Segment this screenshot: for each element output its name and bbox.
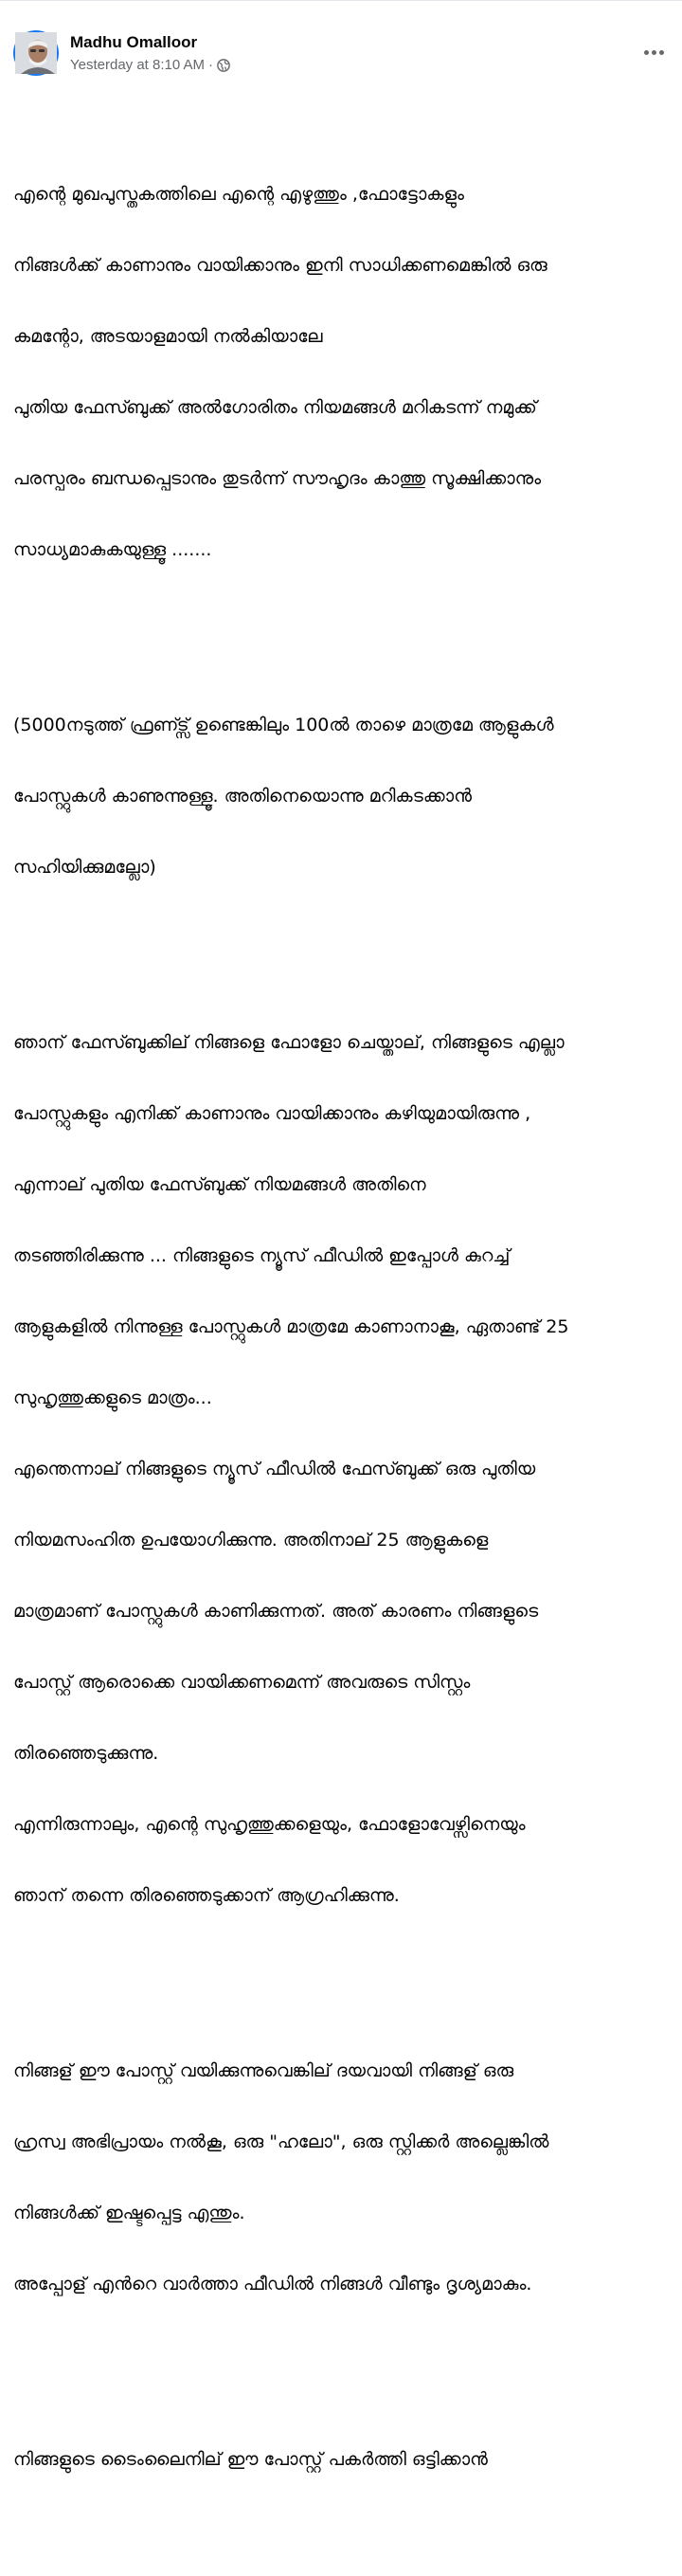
author-avatar[interactable] [13, 30, 59, 76]
post-text-line: (5000നടുത്ത് ഫ്രണ്ട്സ് ഉണ്ടെങ്കിലും 100ൽ താഴെ മാത്രമേ ആളുകൾ [13, 715, 554, 735]
post-text-line: എന്നിരുന്നാലും, എന്റെ സുഹൃത്തുക്കളെയും, ഫോളോവേഴ്സിനെയും [13, 1814, 526, 1835]
author-name[interactable]: Madhu Omalloor [70, 32, 198, 51]
post-text-line: പോസ്റ്റുകൾ കാണുന്നുള്ളൂ. അതിനെയൊന്നു മറികടക്കാൻ [13, 786, 473, 807]
post-body [13, 88, 673, 2576]
post-paragraph-3 [13, 984, 673, 1955]
post-text-line: സഹിയിക്കുമല്ലോ) [13, 857, 156, 878]
more-dot [644, 50, 649, 55]
post-text-line: നിങ്ങൾക്ക് ഇഷ്ടപ്പെട്ട എന്തും. [13, 2203, 245, 2223]
post-text-line: കമന്റോ, അടയാളമായി നൽകിയാലേ [13, 326, 323, 347]
post-text-line: ആളുകളിൽ നിന്നുള്ള പോസ്റ്റുകൾ മാത്രമേ കാണാനാകൂ, ഏതാണ്ട് 25 [13, 1316, 569, 1337]
separator-dot: · [208, 56, 214, 73]
post-meta [70, 32, 230, 75]
post-text-line: എന്തെന്നാല് നിങ്ങളുടെ ന്യൂസ് ഫീഡിൽ ഫേസ്ബുക്ക് ഒരു പുതിയ [13, 1459, 536, 1479]
post-header [13, 29, 230, 77]
more-dot [652, 50, 656, 55]
post-text-line: മാത്രമാണ് പോസ്റ്റുകൾ കാണിക്കുന്നത്. അത് കാരണം നിങ്ങളുടെ [13, 1601, 539, 1622]
post-subline [70, 56, 230, 75]
post-text-line: പോസ്റ്റുകളും എനിക്ക് കാണാനും വായിക്കാനും കഴിയുമായിരുന്നു , [13, 1103, 531, 1124]
post-text-line: അപ്പോള് എൻറെ വാർത്താ ഫീഡിൽ നിങ്ങൾ വീണ്ടും ദൃശ്യമാകും. [13, 2274, 532, 2295]
post-paragraph-2 [13, 666, 673, 927]
post-text-line: സാധ്യമാകുകയുള്ളൂ ....... [13, 539, 212, 560]
post-paragraph-1 [13, 136, 673, 609]
post-text-line: എന്നാല് പുതിയ ഫേസ്ബുക്ക് നിയമങ്ങൾ അതിനെ [13, 1174, 426, 1195]
post-text-line: നിങ്ങളുടെ ടൈംലൈനില് ഈ പോസ്റ്റ് പകർത്തി ഒട്ടിക്കാൻ [13, 2449, 488, 2470]
post-text-line: ഹ്രസ്വ അഭിപ്രായം നൽകൂ, ഒരു "ഹലോ", ഒരു സ്റ്റിക്കർ അല്ലെങ്കിൽ [13, 2132, 549, 2152]
more-dot [659, 50, 664, 55]
post-text-line: പുതിയ ഫേസ്ബുക്ക് അൽഗോരിതം നിയമങ്ങൾ മറികടന്ന് നമുക്ക് [13, 397, 537, 418]
post-text-line: ഞാന് ഫേസ്ബുക്കില് നിങ്ങളെ ഫോളോ ചെയ്താല്, നിങ്ങളുടെ എല്ലാ [13, 1032, 565, 1053]
post-paragraph-4 [13, 2012, 673, 2344]
post-text-line: പോസ്റ്റ് ആരൊക്കെ വായിക്കണമെന്ന് അവരുടെ സിസ്റ്റം [13, 1672, 471, 1693]
post-text-line: നിങ്ങള് ഈ പോസ്റ്റ് വയിക്കുന്നുവെങ്കില് ദയവായി നിങ്ങള് ഒരു [13, 2060, 514, 2081]
post-text-line: ഞാന് തന്നെ തിരഞ്ഞെടുക്കാന് ആഗ്രഹിക്കുന്നു. [13, 1885, 400, 1906]
post-text-line: നിങ്ങൾക്ക് കാണാനും വായിക്കാനും ഇനി സാധിക്കണമെങ്കിൽ ഒരു [13, 255, 547, 276]
post-text-line: നിയമസംഹിത ഉപയോഗിക്കുന്നു. അതിനാല് 25 ആളുകളെ [13, 1530, 489, 1551]
post-text-line: തടഞ്ഞിരിക്കുന്നു ... നിങ്ങളുടെ ന്യൂസ് ഫീഡിൽ ഇപ്പോൾ കുറച്ച് [13, 1245, 511, 1266]
more-options-icon[interactable] [638, 37, 669, 67]
post-text-line: തിരഞ്ഞെടുക്കുന്നു. [13, 1743, 159, 1764]
post-text-line: പരസ്പരം ബന്ധപ്പെടാനും തുടർന്ന് സൗഹൃദം കാത്തു സൂക്ഷിക്കാനും [13, 468, 542, 489]
globe-icon[interactable] [217, 59, 230, 72]
post-paragraph-5 [13, 2401, 673, 2519]
post-text-line: സുഹൃത്തുക്കളുടെ മാത്രം... [13, 1388, 212, 1408]
post-text-line: എന്റെ മുഖപുസ്തകത്തിലെ എന്റെ എഴുത്തും ,ഫോട്ടോകളും [13, 184, 464, 205]
avatar-photo-icon [15, 32, 57, 74]
post-timestamp[interactable]: Yesterday at 8:10 AM [70, 56, 206, 73]
